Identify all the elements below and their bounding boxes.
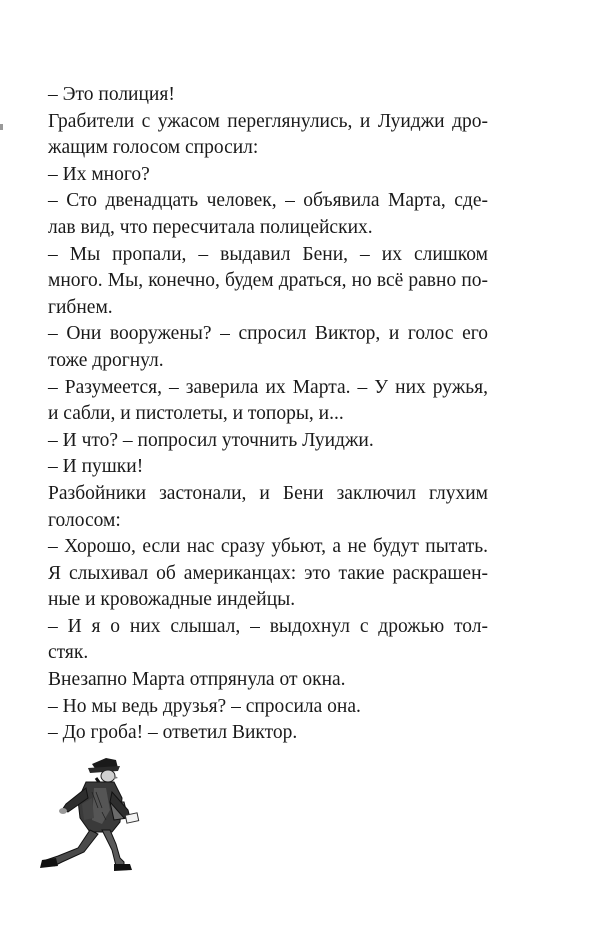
margin-speck [0,120,6,130]
text-line: лав вид, что пересчитала полицейских. [48,216,373,238]
text-line: жащим голосом спросил: [48,137,259,159]
text-line: – До гроба! – ответил Виктор. [48,722,298,744]
text-line: – Они вооружены? – спросил Виктор, и голос его [48,323,488,345]
body-text [48,82,488,747]
text-line: много. Мы, конечно, будем драться, но всё равно по- [48,270,488,292]
text-line: – И я о них слышал, – выдохнул с дрожью тол- [48,615,488,637]
text-line: – Но мы ведь друзья? – спросила она. [48,695,361,717]
text-line: гибнем. [48,296,113,318]
text-line: и сабли, и пистолеты, и топоры, и... [48,403,344,425]
text-line: – Разумеется, – заверила их Марта. – У них ружья, [48,376,488,398]
text-line: Разбойники застонали, и Бени заключил глухим [48,482,488,504]
text-line: – Мы пропали, – выдавил Бени, – их слишком [48,243,488,265]
text-line: Внезапно Марта отпрянула от окна. [48,669,346,691]
text-line: голосом: [48,509,121,531]
text-line: – Сто двенадцать человек, – объявила Марта, сде- [48,190,488,212]
text-line: ные и кровожадные индейцы. [48,589,296,611]
text-line: – И пушки! [48,456,144,478]
text-line: тоже дрогнул. [48,349,164,371]
text-line: Грабители с ужасом переглянулись, и Луиджи дро- [48,110,488,132]
text-line: Я слыхивал об американцах: это такие раскрашен- [48,562,488,584]
text-line: – Их много? [48,163,150,185]
text-line: стяк. [48,642,89,664]
text-line: – Хорошо, если нас сразу убьют, а не будут пытать. [48,536,488,558]
text-line: – Это полиция! [48,84,175,105]
text-line: – И что? – попросил уточнить Луиджи. [48,429,374,451]
running-man-with-letter-icon [32,748,150,878]
